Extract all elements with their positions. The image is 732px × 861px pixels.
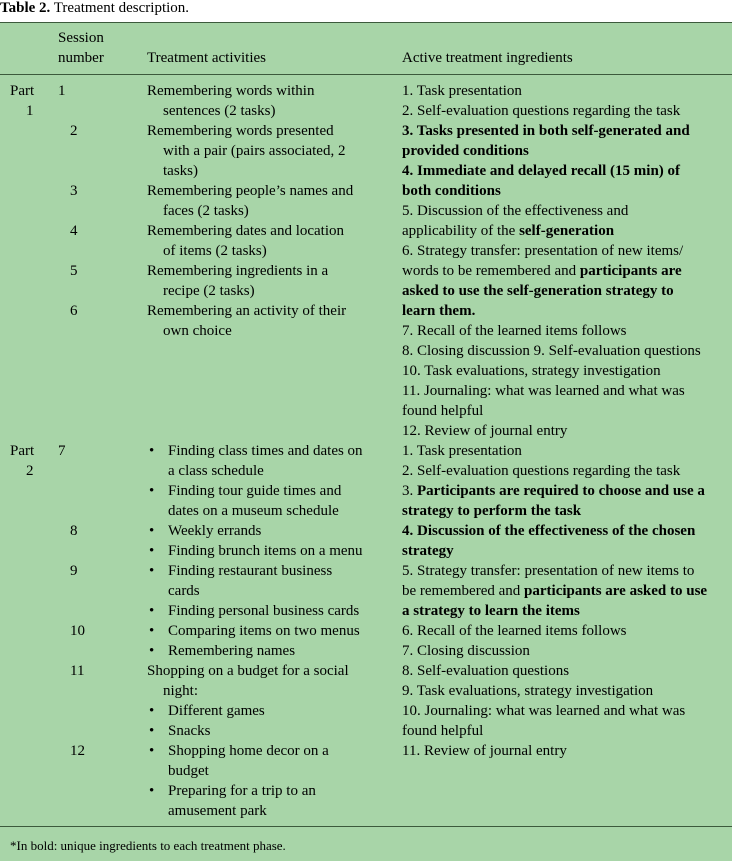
bullet-text: Different games xyxy=(168,703,265,719)
activity-line: of items (2 tasks) xyxy=(163,243,267,259)
ingredient-text-bold: self-generation xyxy=(519,223,615,239)
bullet-text: Comparing items on two menus xyxy=(168,623,360,639)
part2-session-7: 7 xyxy=(58,443,66,459)
ingredient-line: both conditions xyxy=(402,183,501,199)
part1-session-4: 4 xyxy=(70,223,78,239)
activity-line: Remembering ingredients in a xyxy=(147,263,329,279)
part1-label-line1: Part xyxy=(10,83,35,99)
ingredient-line: 4. Immediate and delayed recall (15 min) of xyxy=(402,163,681,179)
header-session-line2: number xyxy=(58,50,104,66)
activity-line: Finding restaurant business xyxy=(168,563,333,579)
part2-session-9: 9 xyxy=(70,563,78,579)
part2-label-line1: Part xyxy=(10,443,35,459)
ingredient-line: 2. Self-evaluation questions regarding the task xyxy=(402,103,681,119)
bullet-text xyxy=(168,441,363,481)
part2-session-10: 10 xyxy=(70,623,85,639)
activity-line: Remembering words within xyxy=(147,83,315,99)
bullet-icon: • xyxy=(149,483,155,499)
bullet-icon: • xyxy=(149,623,155,639)
activity-line: Finding tour guide times and xyxy=(168,483,342,499)
ingredient-text: be remembered and xyxy=(402,583,525,599)
ingredient-line: 5. Strategy transfer: presentation of new items to xyxy=(402,563,695,579)
activity-line: Remembering dates and location xyxy=(147,223,345,239)
ingredient-text: 3. xyxy=(402,483,417,499)
bullet-text xyxy=(168,481,341,521)
ingredient-text-bold: participants are xyxy=(579,263,682,279)
part1-session-1: 1 xyxy=(58,83,66,99)
ingredient-text: applicability of the xyxy=(402,223,520,239)
activity-line: Preparing for a trip to an xyxy=(168,783,316,799)
ingredient-line: 10. Journaling: what was learned and what was xyxy=(402,703,686,719)
part1-activity-5 xyxy=(147,261,392,301)
header-rule xyxy=(0,74,732,75)
bullet-icon: • xyxy=(149,743,155,759)
activity-line: amusement park xyxy=(168,803,267,819)
table-caption xyxy=(0,0,732,22)
activity-line: cards xyxy=(168,583,200,599)
caption-label: Table 2. xyxy=(0,0,51,16)
header-ingredients: Active treatment ingredients xyxy=(402,50,573,66)
ingredient-line: 6. Recall of the learned items follows xyxy=(402,623,627,639)
part2-label-line2: 2 xyxy=(26,463,34,479)
bullet-text xyxy=(168,561,332,601)
part1-ingredients xyxy=(402,81,732,441)
ingredient-line: asked to use the self-generation strategy to xyxy=(402,283,674,299)
activity-line: with a pair (pairs associated, 2 xyxy=(163,143,346,159)
part1-activity-4 xyxy=(147,221,392,261)
ingredient-line: found helpful xyxy=(402,723,484,739)
header-activities: Treatment activities xyxy=(147,50,267,66)
ingredient-line: 10. Task evaluations, strategy investigation xyxy=(402,363,661,379)
activity-line: Finding class times and dates on xyxy=(168,443,363,459)
bullet-icon: • xyxy=(149,563,155,579)
bullet-icon: • xyxy=(149,723,155,739)
activity-line: Remembering people’s names and xyxy=(147,183,354,199)
ingredient-line: strategy to perform the task xyxy=(402,503,582,519)
bullet-icon: • xyxy=(149,543,155,559)
ingredient-line xyxy=(402,481,732,501)
part1-activity-3 xyxy=(147,181,392,221)
part1-session-2: 2 xyxy=(70,123,78,139)
activity-line: sentences (2 tasks) xyxy=(163,103,276,119)
activity-line: budget xyxy=(168,763,209,779)
bullet-text: Snacks xyxy=(168,723,211,739)
part1-label-line2: 1 xyxy=(26,103,34,119)
ingredient-text: words to be remembered and xyxy=(402,263,580,279)
bullet-text: Weekly errands xyxy=(168,523,262,539)
ingredient-line: 8. Closing discussion 9. Self-evaluation questions xyxy=(402,343,701,359)
part2-session-11: 11 xyxy=(70,663,85,679)
ingredient-text-bold: Participants are required to choose and use a xyxy=(417,483,705,499)
bullet-text xyxy=(168,781,316,821)
ingredient-line xyxy=(402,261,732,281)
ingredient-line xyxy=(402,221,732,241)
treatment-table xyxy=(0,22,732,861)
ingredient-line: 1. Task presentation xyxy=(402,443,522,459)
ingredient-line: 11. Review of journal entry xyxy=(402,743,567,759)
activity-line: recipe (2 tasks) xyxy=(163,283,255,299)
bullet-icon: • xyxy=(149,783,155,799)
part2-session-8: 8 xyxy=(70,523,78,539)
part2-activity-11-intro xyxy=(147,661,392,701)
ingredient-text-bold: participants are asked to use xyxy=(524,583,708,599)
part2-ingredients xyxy=(402,441,732,761)
ingredient-line: 1. Task presentation xyxy=(402,83,522,99)
ingredient-line: provided conditions xyxy=(402,143,529,159)
ingredient-line: 12. Review of journal entry xyxy=(402,423,568,439)
part1-activity-2 xyxy=(147,121,392,181)
activity-line: own choice xyxy=(163,323,232,339)
bullet-text xyxy=(168,741,329,781)
activity-line: dates on a museum schedule xyxy=(168,503,339,519)
table-footnote: *In bold: unique ingredients to each treatment phase. xyxy=(10,838,286,853)
activity-line: Shopping home decor on a xyxy=(168,743,329,759)
part2-session-12: 12 xyxy=(70,743,85,759)
ingredient-line xyxy=(402,581,732,601)
bullet-text: Finding brunch items on a menu xyxy=(168,543,363,559)
part1-session-5: 5 xyxy=(70,263,78,279)
ingredient-line: a strategy to learn the items xyxy=(402,603,580,619)
ingredient-line: learn them. xyxy=(402,303,476,319)
activity-line: Shopping on a budget for a social xyxy=(147,663,349,679)
top-rule xyxy=(0,22,732,23)
ingredient-line: 2. Self-evaluation questions regarding the task xyxy=(402,463,681,479)
bullet-text: Remembering names xyxy=(168,643,296,659)
ingredient-line: 3. Tasks presented in both self-generated and xyxy=(402,123,690,139)
ingredient-line: 7. Closing discussion xyxy=(402,643,530,659)
ingredient-line: 4. Discussion of the effectiveness of the chosen xyxy=(402,523,696,539)
part1-session-6: 6 xyxy=(70,303,78,319)
part1-session-3: 3 xyxy=(70,183,78,199)
bottom-rule xyxy=(0,826,732,827)
ingredient-line: strategy xyxy=(402,543,454,559)
part1-label xyxy=(10,81,50,121)
bullet-text: Finding personal business cards xyxy=(168,603,360,619)
part1-activity-6 xyxy=(147,301,392,341)
activity-line: Remembering words presented xyxy=(147,123,334,139)
activity-line: Remembering an activity of their xyxy=(147,303,347,319)
bullet-icon: • xyxy=(149,703,155,719)
ingredient-line: 7. Recall of the learned items follows xyxy=(402,323,627,339)
activity-line: a class schedule xyxy=(168,463,264,479)
part1-activity-1 xyxy=(147,81,392,121)
ingredient-line: 5. Discussion of the effectiveness and xyxy=(402,203,629,219)
bullet-icon: • xyxy=(149,523,155,539)
header-session xyxy=(58,28,128,68)
ingredient-line: 9. Task evaluations, strategy investigation xyxy=(402,683,654,699)
caption-title: Treatment description. xyxy=(53,0,190,16)
bullet-icon: • xyxy=(149,603,155,619)
ingredient-line: 6. Strategy transfer: presentation of new items/ xyxy=(402,243,684,259)
activity-line: faces (2 tasks) xyxy=(163,203,249,219)
ingredient-line: 11. Journaling: what was learned and what was xyxy=(402,383,685,399)
part2-label xyxy=(10,441,50,481)
ingredient-line: 8. Self-evaluation questions xyxy=(402,663,570,679)
ingredient-line: found helpful xyxy=(402,403,484,419)
bullet-icon: • xyxy=(149,443,155,459)
header-session-line1: Session xyxy=(58,30,104,46)
activity-line: tasks) xyxy=(163,163,198,179)
bullet-icon: • xyxy=(149,643,155,659)
activity-line: night: xyxy=(163,683,199,699)
